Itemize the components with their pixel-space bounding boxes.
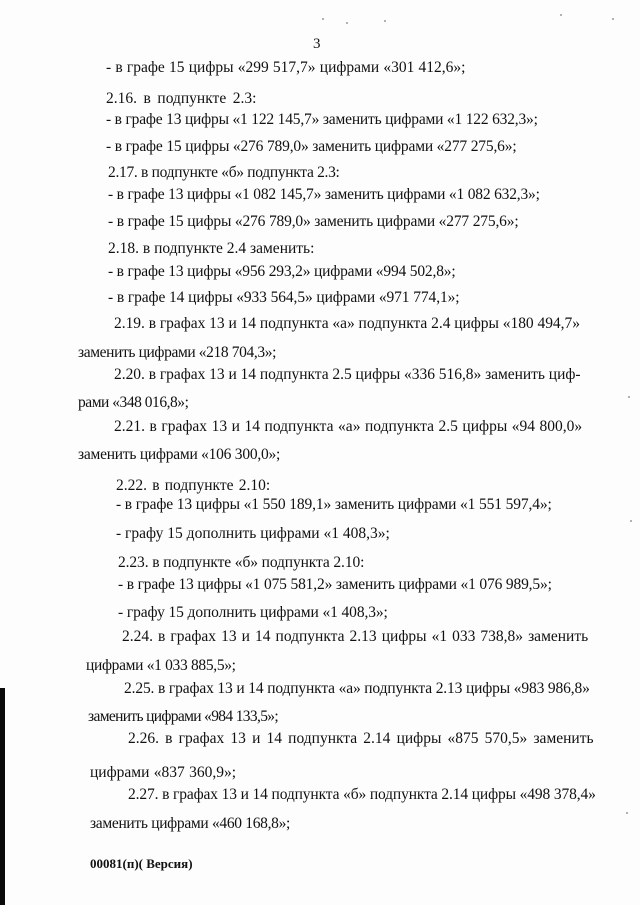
text-line: 2.26. в графах 13 и 14 подпункта 2.14 цифры «875 570,5» заменить	[128, 730, 594, 747]
text-line: 2.21. в графах 13 и 14 подпункта «а» подпункта 2.5 цифры «94 800,0»	[114, 418, 583, 435]
text-line: 2.25. в графах 13 и 14 подпункта «а» подпункта 2.13 цифры «983 986,8»	[124, 680, 590, 697]
text-line: - в графе 13 цифры «956 293,2» цифрами «994 502,8»;	[108, 263, 456, 280]
text-line: 2.24. в графах 13 и 14 подпункта 2.13 цифры «1 033 738,8» заменить	[122, 628, 589, 645]
scan-speck	[626, 812, 628, 814]
text-line: - в графе 15 цифры «276 789,0» заменить цифрами «277 275,6»;	[108, 213, 519, 230]
text-line: заменить цифрами «106 300,0»;	[78, 446, 281, 463]
text-line: заменить цифрами «984 133,5»;	[88, 708, 279, 725]
scan-speck	[346, 22, 348, 24]
text-line: цифрами «1 033 885,5»;	[86, 657, 236, 674]
text-line: 2.23. в подпункте «б» подпункта 2.10:	[118, 554, 365, 571]
scan-speck	[384, 20, 386, 22]
text-line: 2.18. в подпункте 2.4 заменить:	[108, 240, 315, 257]
text-line: - в графе 15 цифры «299 517,7» цифрами «301 412,6»;	[106, 59, 466, 76]
scan-speck	[628, 396, 630, 398]
text-line: 2.16. в подпункте 2.3:	[106, 90, 257, 107]
text-line: рами «348 016,8»;	[78, 394, 189, 411]
document-code: 00081(п)( Версия)	[90, 856, 193, 871]
page-number: 3	[313, 36, 321, 52]
text-line: заменить цифрами «218 704,3»;	[78, 344, 277, 361]
text-line: цифрами «837 360,9»;	[90, 764, 237, 781]
text-line: - графу 15 дополнить цифрами «1 408,3»;	[118, 604, 388, 621]
text-line: - в графе 13 цифры «1 082 145,7» заменить цифрами «1 082 632,3»;	[108, 186, 540, 203]
text-line: - в графе 13 цифры «1 122 145,7» заменить цифрами «1 122 632,3»;	[106, 111, 538, 128]
text-line: 2.19. в графах 13 и 14 подпункта «а» подпункта 2.4 цифры «180 494,7»	[114, 315, 580, 332]
scan-speck	[560, 14, 562, 16]
text-line: - в графе 13 цифры «1 550 189,1» заменить цифрами «1 551 597,4»;	[116, 496, 552, 513]
text-line: заменить цифрами «460 168,8»;	[90, 815, 291, 832]
text-line: 2.22. в подпункте 2.10:	[116, 477, 271, 494]
scan-speck	[630, 520, 632, 522]
text-line: - в графе 15 цифры «276 789,0» заменить цифрами «277 275,6»;	[106, 138, 517, 155]
scan-edge-bar	[0, 688, 5, 905]
text-line: - в графе 14 цифры «933 564,5» цифрами «971 774,1»;	[108, 289, 460, 306]
text-line: - в графе 13 цифры «1 075 581,2» заменить цифрами «1 076 989,5»;	[118, 576, 552, 593]
scan-speck	[322, 18, 324, 20]
scan-speck	[612, 18, 614, 20]
text-line: 2.20. в графах 13 и 14 подпункта 2.5 цифры «336 516,8» заменить циф-	[114, 366, 581, 383]
text-line: 2.27. в графах 13 и 14 подпункта «б» подпункта 2.14 цифры «498 378,4»	[128, 786, 596, 803]
text-line: - графу 15 дополнить цифрами «1 408,3»;	[116, 525, 390, 542]
text-line: 2.17. в подпункте «б» подпункта 2.3:	[108, 164, 340, 181]
